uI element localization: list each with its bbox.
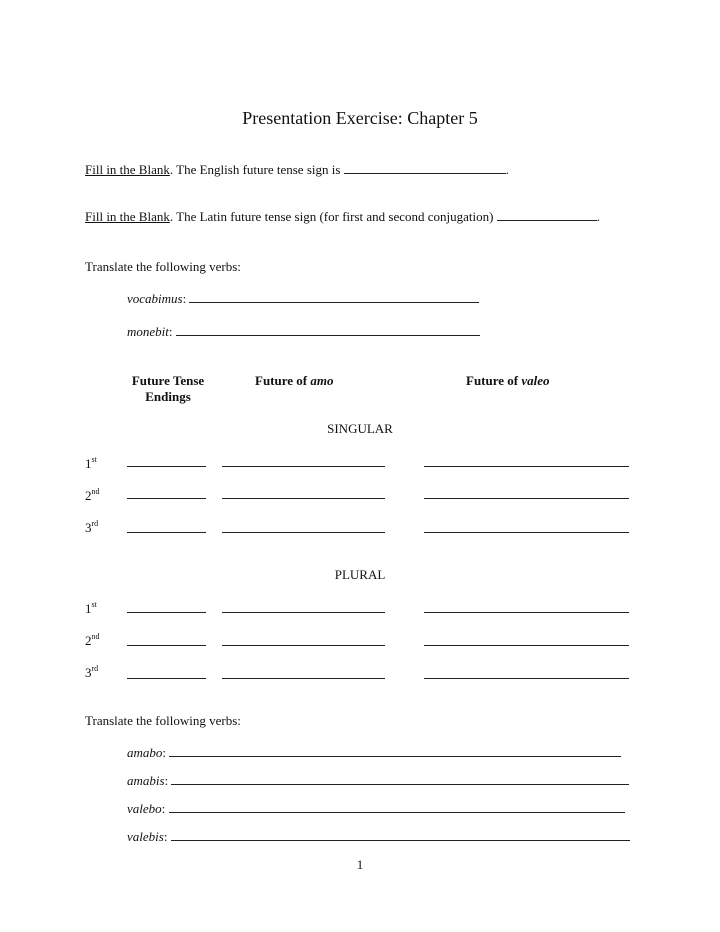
header-prefix: Future of <box>466 373 522 388</box>
translate-item-valebis <box>127 829 630 845</box>
person-number: 3 <box>85 665 92 680</box>
ordinal-suffix: rd <box>91 519 99 528</box>
separator: : <box>168 324 173 339</box>
valeo-blank[interactable] <box>424 532 629 533</box>
answer-blank[interactable] <box>344 162 506 174</box>
person-2nd-plural <box>85 632 100 649</box>
person-3rd-plural <box>85 664 98 681</box>
question-text: . The English future tense sign is <box>169 162 344 177</box>
person-number: 2 <box>85 488 92 503</box>
person-1st-singular <box>85 455 97 472</box>
translate-heading-1: Translate the following verbs: <box>85 259 241 274</box>
ending-blank[interactable] <box>127 532 206 533</box>
fill-blank-label: Fill in the Blank <box>85 209 170 224</box>
header-prefix: Future of <box>255 373 311 388</box>
fill-blank-question-1 <box>85 162 509 178</box>
ending-blank[interactable] <box>127 645 206 646</box>
header-word: valeo <box>521 373 550 388</box>
page-title: Presentation Exercise: Chapter 5 <box>242 108 478 128</box>
singular-label: SINGULAR <box>327 421 393 436</box>
ordinal-suffix: st <box>91 600 97 609</box>
valeo-blank[interactable] <box>424 678 629 679</box>
answer-blank[interactable] <box>171 829 630 841</box>
header-line-1: Future Tense <box>131 373 205 388</box>
person-number: 1 <box>85 456 92 471</box>
ordinal-suffix: rd <box>91 664 99 673</box>
valeo-blank[interactable] <box>424 612 629 613</box>
translate-item-monebit <box>127 324 480 340</box>
header-future-tense-endings <box>127 373 209 405</box>
fill-blank-question-2 <box>85 209 600 225</box>
amo-blank[interactable] <box>222 645 385 646</box>
ordinal-suffix: nd <box>91 487 100 496</box>
answer-blank[interactable] <box>176 324 480 336</box>
amo-blank[interactable] <box>222 678 385 679</box>
ordinal-suffix: nd <box>91 632 100 641</box>
answer-blank[interactable] <box>169 745 621 757</box>
latin-word: valebis <box>127 829 164 844</box>
ending-blank[interactable] <box>127 498 206 499</box>
person-number: 2 <box>85 633 92 648</box>
latin-word: valebo <box>127 801 162 816</box>
header-future-of-valeo <box>466 373 550 389</box>
amo-blank[interactable] <box>222 532 385 533</box>
plural-label: PLURAL <box>334 567 386 582</box>
separator: : <box>161 801 166 816</box>
valeo-blank[interactable] <box>424 466 629 467</box>
header-word: amo <box>310 373 334 388</box>
separator: : <box>162 745 167 760</box>
header-line-2: Endings <box>145 389 191 404</box>
latin-word: amabo <box>127 745 163 760</box>
person-number: 3 <box>85 520 92 535</box>
header-future-of-amo <box>255 373 334 389</box>
answer-blank[interactable] <box>171 773 629 785</box>
fill-blank-label: Fill in the Blank <box>85 162 170 177</box>
amo-blank[interactable] <box>222 498 385 499</box>
person-1st-plural <box>85 600 97 617</box>
page-number: 1 <box>356 857 364 872</box>
person-number: 1 <box>85 601 92 616</box>
translate-item-vocabimus <box>127 291 479 307</box>
ordinal-suffix: st <box>91 455 97 464</box>
valeo-blank[interactable] <box>424 498 629 499</box>
answer-blank[interactable] <box>497 209 597 221</box>
person-3rd-singular <box>85 519 98 536</box>
ending-blank[interactable] <box>127 678 206 679</box>
translate-item-amabo <box>127 745 621 761</box>
latin-word: monebit <box>127 324 169 339</box>
separator: : <box>182 291 187 306</box>
separator: : <box>164 773 169 788</box>
person-2nd-singular <box>85 487 100 504</box>
latin-word: vocabimus <box>127 291 183 306</box>
amo-blank[interactable] <box>222 466 385 467</box>
translate-item-amabis <box>127 773 629 789</box>
ending-blank[interactable] <box>127 612 206 613</box>
question-end: . <box>596 209 600 224</box>
question-end: . <box>505 162 509 177</box>
question-text: . The Latin future tense sign (for first and second conjugation) <box>169 209 497 224</box>
separator: : <box>163 829 168 844</box>
latin-word: amabis <box>127 773 165 788</box>
translate-item-valebo <box>127 801 625 817</box>
answer-blank[interactable] <box>189 291 479 303</box>
amo-blank[interactable] <box>222 612 385 613</box>
translate-heading-2: Translate the following verbs: <box>85 713 241 728</box>
answer-blank[interactable] <box>169 801 625 813</box>
ending-blank[interactable] <box>127 466 206 467</box>
valeo-blank[interactable] <box>424 645 629 646</box>
